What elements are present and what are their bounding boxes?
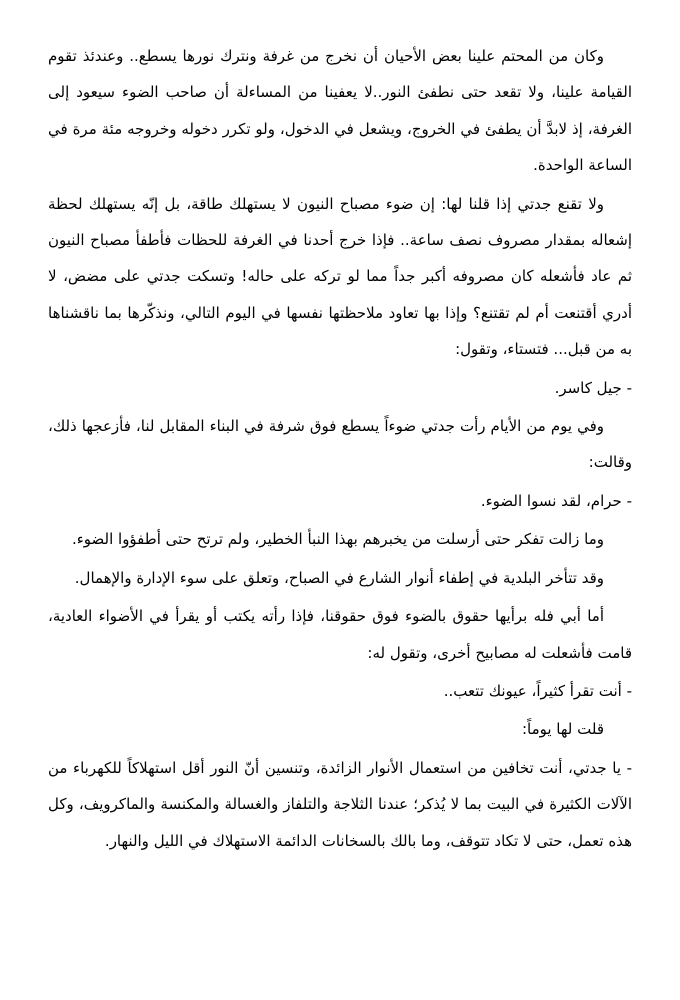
dialogue-line: - حرام، لقد نسوا الضوء.: [480, 491, 632, 510]
paragraph: قلت لها يوماً:: [521, 720, 604, 739]
dialogue-line: - يا جدتي، أنت تخافين من استعمال الأنوار الزائدة، وتنسين أنّ النور أقل استهلاكاً للكهرباء من الآلات الكثيرة في البيت بما لا يُذكر؛ عندنا الثلاجة والتلفاز والغسالة والمكنسة والماكرويف، وكل هذه تعمل، حتى لا تكاد تتوقف، وما بالك بالسخانات الدائمة الاستهلاك في الليل والنهار.: [48, 758, 632, 850]
paragraph: وفي يوم من الأيام رأت جدتي ضوءاً يسطع فوق شرفة في البناء المقابل لنا، فأزعجها ذلك، وقالت:: [48, 417, 632, 472]
paragraph: وما زالت تفكر حتى أرسلت من يخبرهم بهذا النبأ الخطير، ولم ترتح حتى أطفؤوا الضوء.: [71, 530, 604, 549]
paragraph: وكان من المحتم علينا بعض الأحيان أن نخرج من غرفة ونترك نورها يسطع.. وعندئذ تقوم القيامة علينا، ولا تقعد حتى نطفئ النور..لا يعفينا من المساءلة أن صاحب الضوء سيعود إلى الغرفة، إذ لابدَّ أن يطفئ في الخروج، ويشعل في الدخول، ولو تكرر دخوله وخروجه مئة مرة في الساعة الواحدة.: [48, 47, 632, 175]
dialogue-line: - أنت تقرأ كثيراً، عيونك تتعب..: [443, 681, 632, 700]
dialogue-line: - جيل كاسر.: [554, 378, 632, 397]
paragraph: أما أبي فله برأيها حقوق بالضوء فوق حقوقنا، فإذا رأته يكتب أو يقرأ في الأضواء العادية، قامت فأشعلت له مصابيح أخرى، وتقول له:: [48, 607, 632, 662]
paragraph: وقد تتأخر البلدية في إطفاء أنوار الشارع في الصباح، وتعلق على سوء الإدارة والإهمال.: [74, 568, 604, 587]
paragraph: ولا تقنع جدتي إذا قلنا لها: إن ضوء مصباح النيون لا يستهلك طاقة، بل إنّه يستهلك لحظة إشعاله بمقدار مصروف نصف ساعة.. فإذا خرج أحدنا في الغرفة للحظات فأطفأ مصباح النيون ثم عاد فأشعله كان مصروفه أكبر جداً مما لو تركه على حاله! وتسكت جدتي على مضض، لا أدري أقتنعت أم لم تقتنع؟ وإذا بها تعاود ملاحظتها نفسها في اليوم التالي، ونذكّرها بما ناقشناها به من قبل... فتستاء، وتقول:: [48, 194, 632, 359]
